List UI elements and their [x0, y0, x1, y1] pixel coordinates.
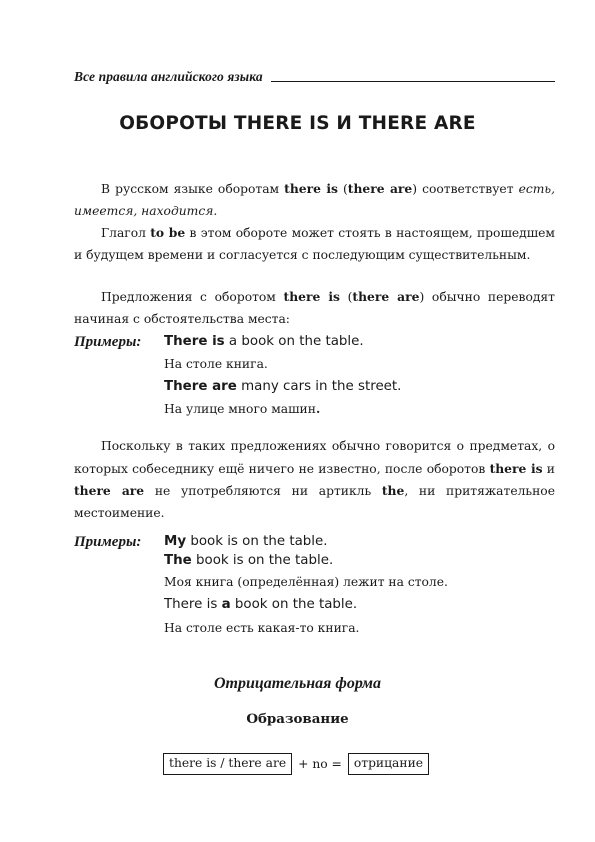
example-english: There are many cars in the street.: [164, 379, 402, 394]
formula-plus-no: + no =: [298, 757, 342, 771]
running-header: [74, 69, 555, 85]
example-russian: На улице много машин.: [164, 401, 321, 416]
example-russian: На столе есть какая-то книга.: [164, 621, 360, 635]
running-header-title: Все правила английского языка: [74, 69, 263, 84]
formation-formula: [163, 753, 429, 775]
term-there-are: there are: [347, 181, 413, 196]
section-heading-negative: Отрицательная форма: [214, 675, 381, 692]
paragraph-articles: Поскольку в таких предложениях обычно говорится о предметах, о которых собеседнику ещё ничего не известно, после оборотов there is и there are не употребляются ни артикль the, ни притяжательное местоимение.: [74, 439, 556, 520]
examples-label: Примеры:: [74, 334, 142, 350]
header-rule: [271, 81, 555, 82]
example-russian: Моя книга (определённая) лежит на столе.: [164, 575, 448, 589]
formula-box-negation: отрицание: [348, 753, 429, 775]
term-to-be: to be: [150, 225, 186, 240]
paragraph-verb: Глагол to be в этом обороте может стоять в настоящем, прошедшем и будущем времени и согласуется с последующим существительным.: [74, 225, 555, 262]
example-english: There is a book on the table.: [164, 597, 358, 612]
example-english: There is a book on the table.: [164, 334, 364, 349]
section-subheading-formation: Образование: [246, 711, 349, 727]
example-english: My book is on the table.: [164, 534, 328, 549]
paragraph-intro: В русском языке оборотам there is (there are) соответствует есть, имеется, находится.: [74, 181, 555, 218]
paragraph-translation: Предложения с оборотом there is (there are) обычно переводят начиная с обстоятельства места:: [74, 289, 555, 326]
example-english: The book is on the table.: [164, 553, 334, 568]
formula-box-there-is-are: there is / there are: [163, 753, 292, 775]
term-there-is: there is: [284, 181, 338, 196]
examples-label: Примеры:: [74, 534, 142, 550]
example-russian: На столе книга.: [164, 357, 268, 371]
translation-italic: есть, имеется, находится.: [74, 182, 555, 218]
page-title: ОБОРОТЫ THERE IS И THERE ARE: [119, 113, 476, 134]
